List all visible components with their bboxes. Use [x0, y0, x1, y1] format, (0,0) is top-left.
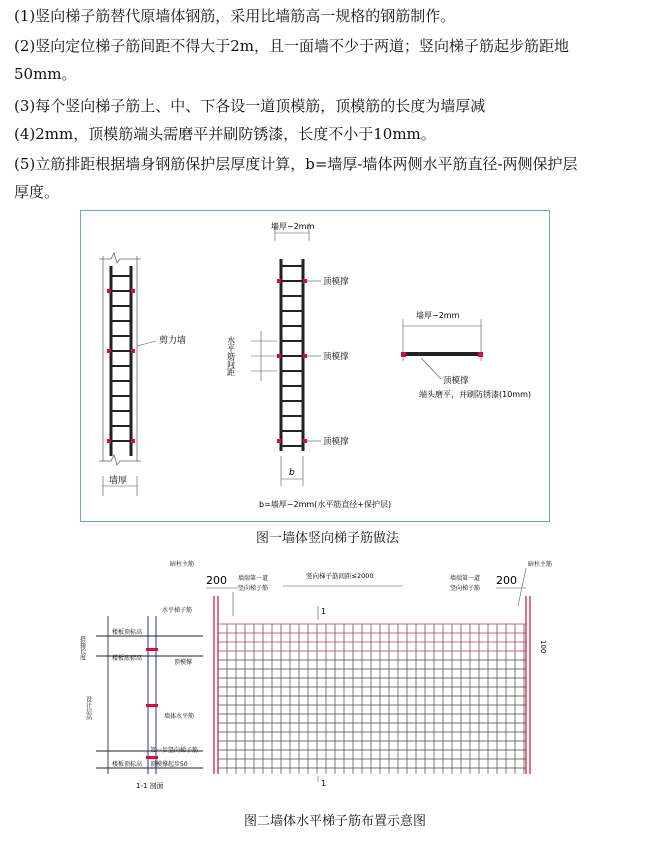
paragraph-5: (5)立筋排距根据墙身钢筋保护层厚度计算，b=墙厚-墙体两侧水平筋直径-两侧保护层	[14, 155, 578, 173]
label-slab-top: 楼板顶标高	[112, 629, 143, 636]
label-spacing-note: 竖向梯子筋间距≤2000	[306, 572, 374, 580]
paragraph-2-cont: 50mm。	[14, 65, 77, 83]
label-dim-200-right: 200	[496, 574, 517, 587]
label-top-brace-1: 顶模撑	[323, 277, 349, 287]
paragraph-3: (3)每个竖向梯子筋上、中、下各设一道顶模筋，顶模筋的长度为墙厚减	[14, 97, 486, 115]
figure-2-horizontal-ladder	[78, 556, 568, 792]
label-slab-bottom: 楼板底标高	[112, 655, 143, 662]
left-wall-ladder	[99, 253, 156, 496]
label-dark-column-left: 暗柱主筋	[170, 561, 195, 568]
right-top-brace	[401, 319, 483, 379]
label-top-brace-3: 顶模撑	[323, 437, 349, 447]
label-dim-200-left: 200	[206, 574, 227, 587]
label-design-height: 设计层高	[84, 696, 92, 720]
label-lap-length: 搭接长度	[78, 636, 86, 660]
label-first-step: 第一步竖向梯子筋	[150, 747, 199, 754]
label-b-formula: b=墙厚−2mm(水平筋直径+保护层)	[259, 500, 392, 509]
paragraph-4: (4)2mm，顶模筋端头需磨平并刷防锈漆，长度不小于10mm。	[14, 125, 436, 143]
figure-2-caption: 图二墙体水平梯子筋布置示意图	[244, 814, 427, 829]
label-wall-minus-2mm-top: 墙厚−2mm	[271, 222, 315, 231]
figure-1-vertical-ladder	[80, 210, 550, 522]
figure-1-caption: 图一墙体竖向梯子筋做法	[256, 531, 400, 546]
label-end-note: 端头磨平，并刷防锈漆(10mm)	[419, 390, 532, 399]
label-wall-thickness: 墙厚	[109, 476, 128, 486]
label-shear-wall: 剪力墙	[159, 336, 187, 346]
label-section: 1-1 剖面	[136, 782, 164, 790]
paragraph-2: (2)竖向定位梯子筋间距不得大于2m，且一面墙不少于两道；竖向梯子筋起步筋距地	[14, 37, 570, 55]
paragraph-5-cont: 厚度。	[14, 183, 60, 201]
label-b-symbol: b	[289, 468, 295, 478]
label-top-brace-2: 顶模撑	[323, 352, 349, 362]
label-horizontal-ladder: 水平梯子筋	[162, 607, 193, 614]
label-wall-end-first: 墙端第一道	[238, 575, 269, 582]
label-sec-mark-top: 1	[321, 607, 327, 616]
label-start-50: 顶模撑起步50	[150, 761, 188, 768]
paragraph-1: (1)竖向梯子筋替代原墙体钢筋，采用比墙筋高一规格的钢筋制作。	[14, 7, 456, 25]
label-slab-top-2: 楼板顶标高	[112, 761, 143, 768]
label-top-brace: 顶模撑	[174, 659, 193, 666]
label-top-brace-right: 顶模撑	[443, 376, 469, 386]
label-wall-horizontal: 墙体水平筋	[164, 713, 195, 720]
label-horizontal-spacing: 水平筋间距	[226, 336, 236, 376]
label-wall-end-first-right: 墙端第一道	[450, 575, 481, 582]
figure-1-drawing	[81, 211, 549, 521]
label-sec-mark-bottom: 1	[321, 779, 327, 788]
label-dim-100: 100	[539, 640, 547, 654]
middle-ladder	[251, 223, 321, 486]
label-wall-minus-2mm-right: 墙厚−2mm	[416, 311, 460, 320]
wall-mesh-grid	[214, 596, 530, 774]
label-vertical-ladder: 竖向梯子筋	[238, 585, 269, 592]
label-dark-column-right: 暗柱主筋	[528, 561, 553, 568]
label-vertical-ladder-right: 竖向梯子筋	[450, 585, 481, 592]
